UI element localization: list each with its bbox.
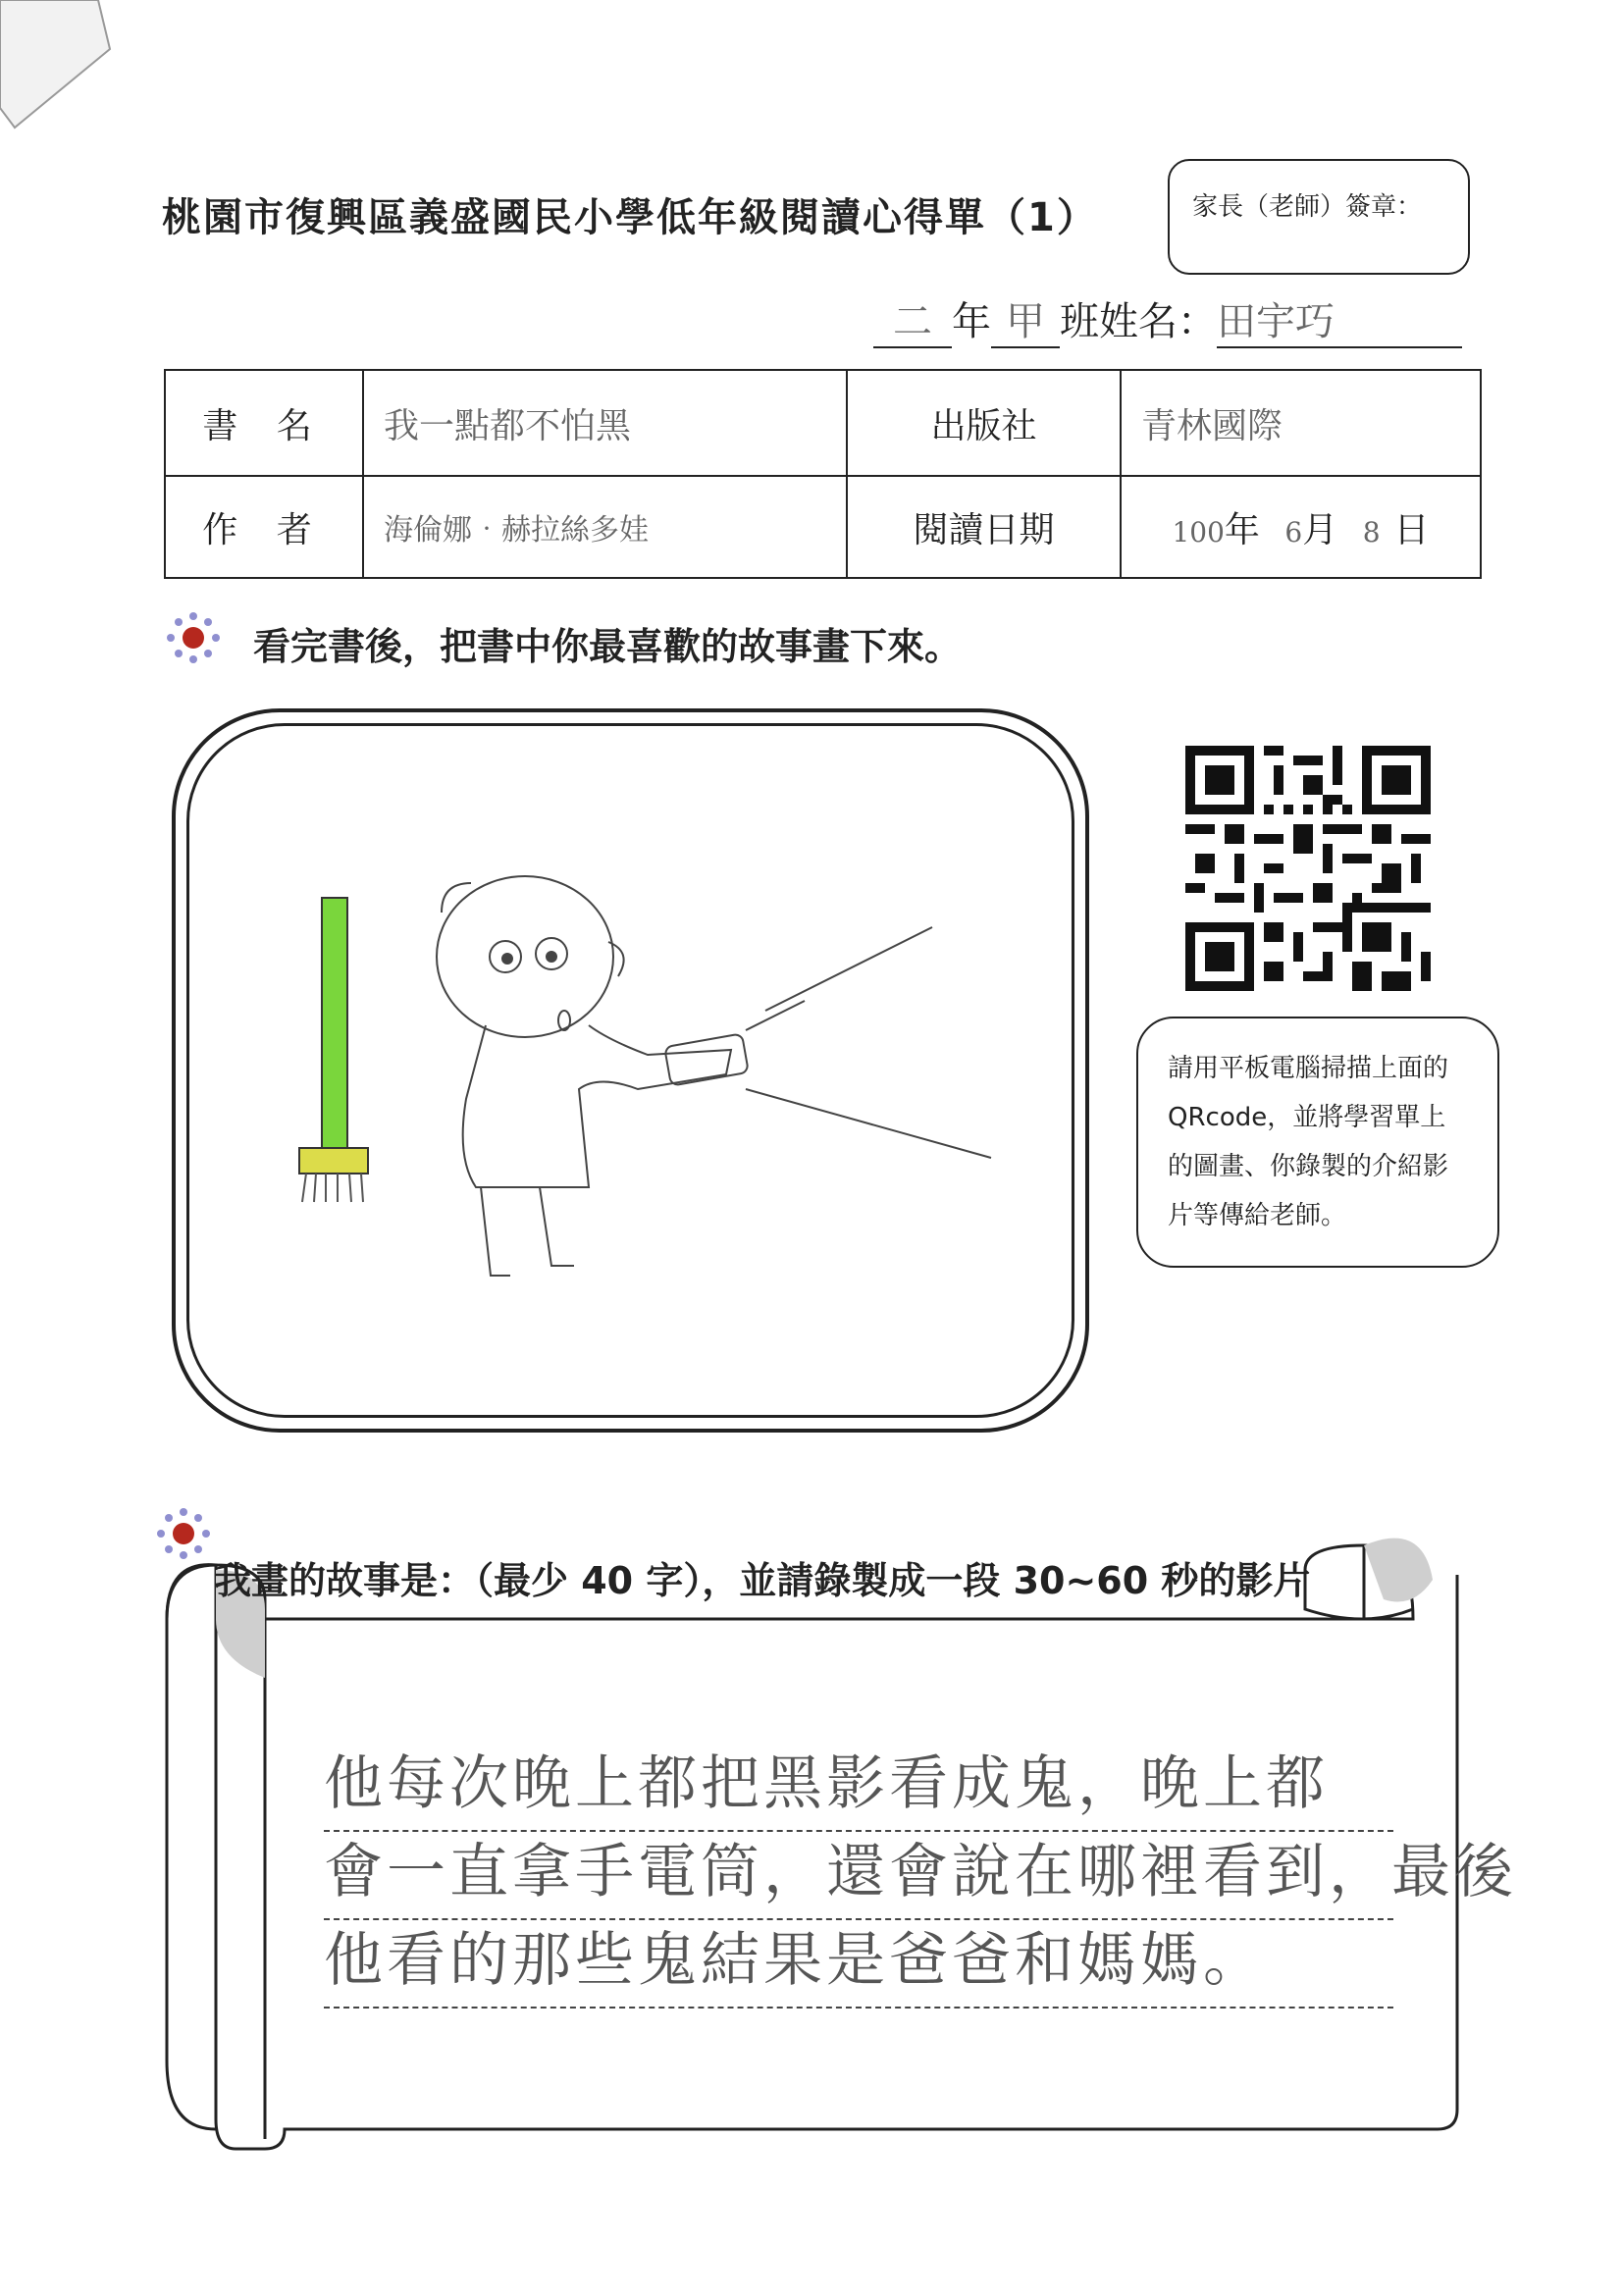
class-suffix: 班姓名： <box>1060 299 1217 344</box>
story-line-2: 會一直拿手電筒，還會說在哪裡看到，最後 <box>324 1830 1393 1920</box>
student-name: 田宇巧 <box>1217 290 1462 348</box>
green-brush-drawing <box>299 898 368 1202</box>
boy-with-flashlight-drawing <box>437 876 991 1276</box>
reading-date-label: 閱讀日期 <box>847 476 1121 578</box>
date-month-suffix: 月 <box>1302 509 1338 550</box>
story-line-1: 他每次晚上都把黑影看成鬼，晚上都 <box>324 1742 1393 1832</box>
grade-suffix: 年 <box>952 299 991 344</box>
author-label: 作 者 <box>165 476 363 578</box>
grade-value: 二 <box>873 290 952 348</box>
date-year-suffix: 年 <box>1224 509 1260 550</box>
story-line-3: 他看的那些鬼結果是爸爸和媽媽。 <box>324 1918 1393 2009</box>
reading-date-value <box>1121 476 1481 578</box>
page-title: 桃園市復興區義盛國民小學低年級閱讀心得單（1） <box>162 195 1098 240</box>
class-name-line <box>873 290 1462 348</box>
signature-label: 家長（老師）簽章： <box>1192 192 1423 222</box>
book-title-label: 書 名 <box>165 370 363 476</box>
date-day-suffix: 日 <box>1393 509 1430 550</box>
book-info-table <box>164 369 1482 579</box>
publisher-value: 青林國際 <box>1121 370 1481 476</box>
qr-code-icon <box>1185 746 1431 991</box>
date-year: 100 <box>1172 515 1225 548</box>
page-corner-curl <box>0 0 128 137</box>
author-value: 海倫娜‧赫拉絲多娃 <box>363 476 847 578</box>
draw-instruction: 看完書後，把書中你最喜歡的故事畫下來。 <box>253 625 963 668</box>
class-value: 甲 <box>991 290 1060 348</box>
date-month: 6 <box>1284 515 1303 548</box>
flower-bullet-icon <box>159 608 228 667</box>
story-instruction: 我畫的故事是：（最少 40 字），並請錄製成一段 30~60 秒的影片 <box>214 1559 1311 1602</box>
child-drawing <box>294 863 1040 1315</box>
date-day: 8 <box>1362 515 1381 548</box>
publisher-label: 出版社 <box>847 370 1121 476</box>
qr-instruction-note: 請用平板電腦掃描上面的 QRcode，並將學習單上的圖畫、你錄製的介紹影片等傳給老師。 <box>1136 1017 1499 1268</box>
book-title-value: 我一點都不怕黑 <box>363 370 847 476</box>
